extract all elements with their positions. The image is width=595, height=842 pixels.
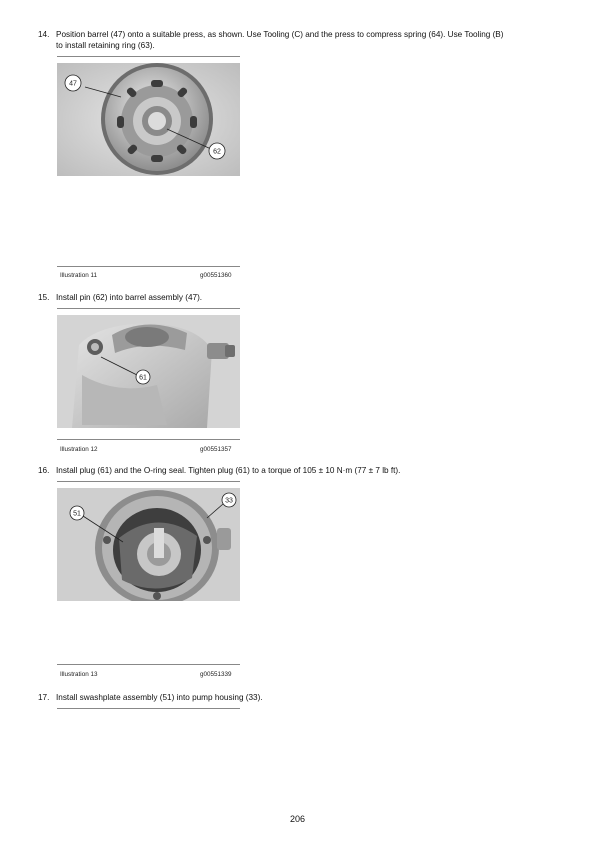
- step-text: [56, 29, 504, 51]
- step-17: [38, 692, 578, 704]
- step-number: 14.: [38, 30, 50, 39]
- figure-top-rule: [57, 481, 240, 482]
- callout-33: 33: [225, 497, 233, 505]
- step-text: Install swashplate assembly (51) into pump housing (33).: [56, 693, 263, 702]
- illustration-caption: Illustration 13: [60, 671, 98, 678]
- illustration-11-photo: [57, 63, 240, 176]
- illustration-code: g00551360: [200, 272, 232, 279]
- caption-rule: [57, 266, 240, 267]
- caption-rule: [57, 439, 240, 440]
- callout-47: 47: [69, 80, 77, 88]
- step-16: [38, 465, 578, 477]
- step-number: 15.: [38, 293, 50, 302]
- callout-51: 51: [73, 510, 81, 518]
- step-text-line: to install retaining ring (63).: [56, 41, 155, 50]
- step-text-line: Position barrel (47) onto a suitable press, as shown. Use Tooling (C) and the press to compress spring (64). Use Tooling (B): [56, 30, 504, 39]
- illustration-caption: Illustration 12: [60, 446, 98, 453]
- page-number: 206: [289, 814, 306, 824]
- illustration-caption: Illustration 11: [60, 272, 97, 279]
- step-15: [38, 292, 578, 304]
- illustration-code: g00551357: [200, 446, 232, 453]
- caption-rule: [57, 664, 240, 665]
- step-text: Install plug (61) and the O-ring seal. Tighten plug (61) to a torque of 105 ± 10 N·m (77 ± 7 lb ft).: [56, 466, 401, 475]
- step-text: Install pin (62) into barrel assembly (47).: [56, 293, 203, 302]
- figure-top-rule: [57, 56, 240, 57]
- step-number: 17.: [38, 693, 50, 702]
- figure-top-rule: [57, 708, 240, 709]
- callout-61: 61: [139, 374, 147, 382]
- illustration-12-photo: [57, 315, 240, 428]
- illustration-code: g00551339: [200, 671, 232, 678]
- callout-62: 62: [213, 148, 221, 156]
- step-14: [38, 29, 578, 53]
- figure-top-rule: [57, 308, 240, 309]
- step-number: 16.: [38, 466, 50, 475]
- illustration-13-photo: [57, 488, 240, 601]
